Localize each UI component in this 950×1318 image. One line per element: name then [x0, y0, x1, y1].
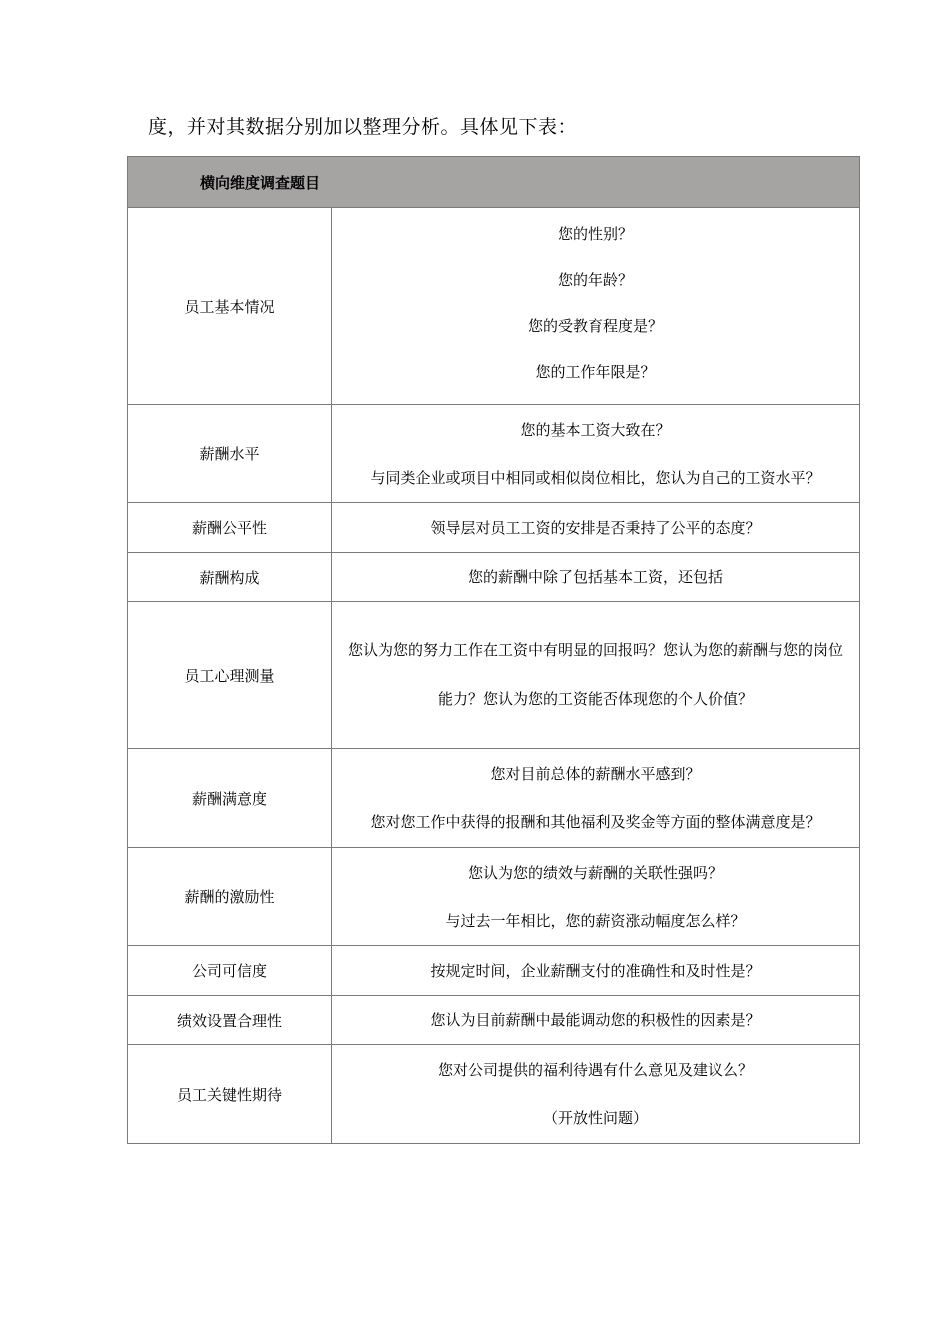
row-questions — [332, 1045, 860, 1144]
question-text: 您对公司提供的福利待遇有什么意见及建议么？ — [438, 1061, 754, 1079]
row-category: 薪酬的激励性 — [128, 848, 332, 946]
row-category: 薪酬构成 — [128, 553, 332, 602]
row-questions — [332, 208, 860, 405]
question-text: 您的受教育程度是？ — [528, 317, 664, 335]
row-category: 薪酬公平性 — [128, 503, 332, 553]
intro-paragraph: 度，并对其数据分别加以整理分析。具体见下表： — [148, 116, 578, 138]
table-row — [128, 553, 860, 602]
row-category: 员工关键性期待 — [128, 1045, 332, 1144]
question-text: 您认为您的绩效与薪酬的关联性强吗？ — [468, 863, 724, 882]
question-text: 您的工作年限是？ — [535, 363, 656, 381]
row-category: 薪酬满意度 — [128, 749, 332, 848]
question-text: 与同类企业或项目中相同或相似岗位相比，您认为自己的工资水平？ — [370, 468, 821, 487]
question-text: 领导层对员工工资的安排是否秉持了公平的态度？ — [430, 518, 761, 537]
survey-table — [127, 156, 860, 1144]
question-text: 您的性别？ — [558, 225, 634, 243]
question-text: 您对目前总体的薪酬水平感到？ — [490, 765, 701, 783]
row-questions — [332, 553, 860, 602]
table-row — [128, 946, 860, 996]
question-text: 按规定时间，企业薪酬支付的准确性和及时性是？ — [430, 961, 761, 980]
question-text: 与过去一年相比，您的薪资涨动幅度怎么样？ — [445, 911, 746, 930]
table-row — [128, 208, 860, 405]
question-text: 您的薪酬中除了包括基本工资，还包括 — [468, 568, 724, 586]
table-header: 横向维度调查题目 — [128, 157, 860, 208]
row-category: 员工心理测量 — [128, 602, 332, 749]
table-row — [128, 405, 860, 503]
row-questions — [332, 503, 860, 553]
question-text: 您的基本工资大致在？ — [520, 420, 671, 439]
row-questions — [332, 602, 860, 749]
row-questions — [332, 749, 860, 848]
question-text: （开放性问题） — [543, 1109, 649, 1127]
row-questions — [332, 996, 860, 1045]
row-category: 公司可信度 — [128, 946, 332, 996]
question-text: 您认为目前薪酬中最能调动您的积极性的因素是？ — [430, 1011, 761, 1029]
question-text: 您对您工作中获得的报酬和其他福利及奖金等方面的整体满意度是？ — [370, 813, 821, 831]
table-row — [128, 848, 860, 946]
row-questions — [332, 848, 860, 946]
table-row — [128, 749, 860, 848]
row-questions — [332, 946, 860, 996]
question-text: 您认为您的努力工作在工资中有明显的回报吗？您认为您的薪酬与您的岗位能力？您认为您的工资能否体现您的个人价值？ — [348, 641, 844, 708]
table-row — [128, 1045, 860, 1144]
table-row — [128, 602, 860, 749]
table-header-row — [128, 157, 860, 208]
table-row — [128, 996, 860, 1045]
row-category: 绩效设置合理性 — [128, 996, 332, 1045]
row-category: 员工基本情况 — [128, 208, 332, 405]
table-row — [128, 503, 860, 553]
question-text: 您的年龄？ — [558, 271, 634, 289]
row-category: 薪酬水平 — [128, 405, 332, 503]
row-questions — [332, 405, 860, 503]
